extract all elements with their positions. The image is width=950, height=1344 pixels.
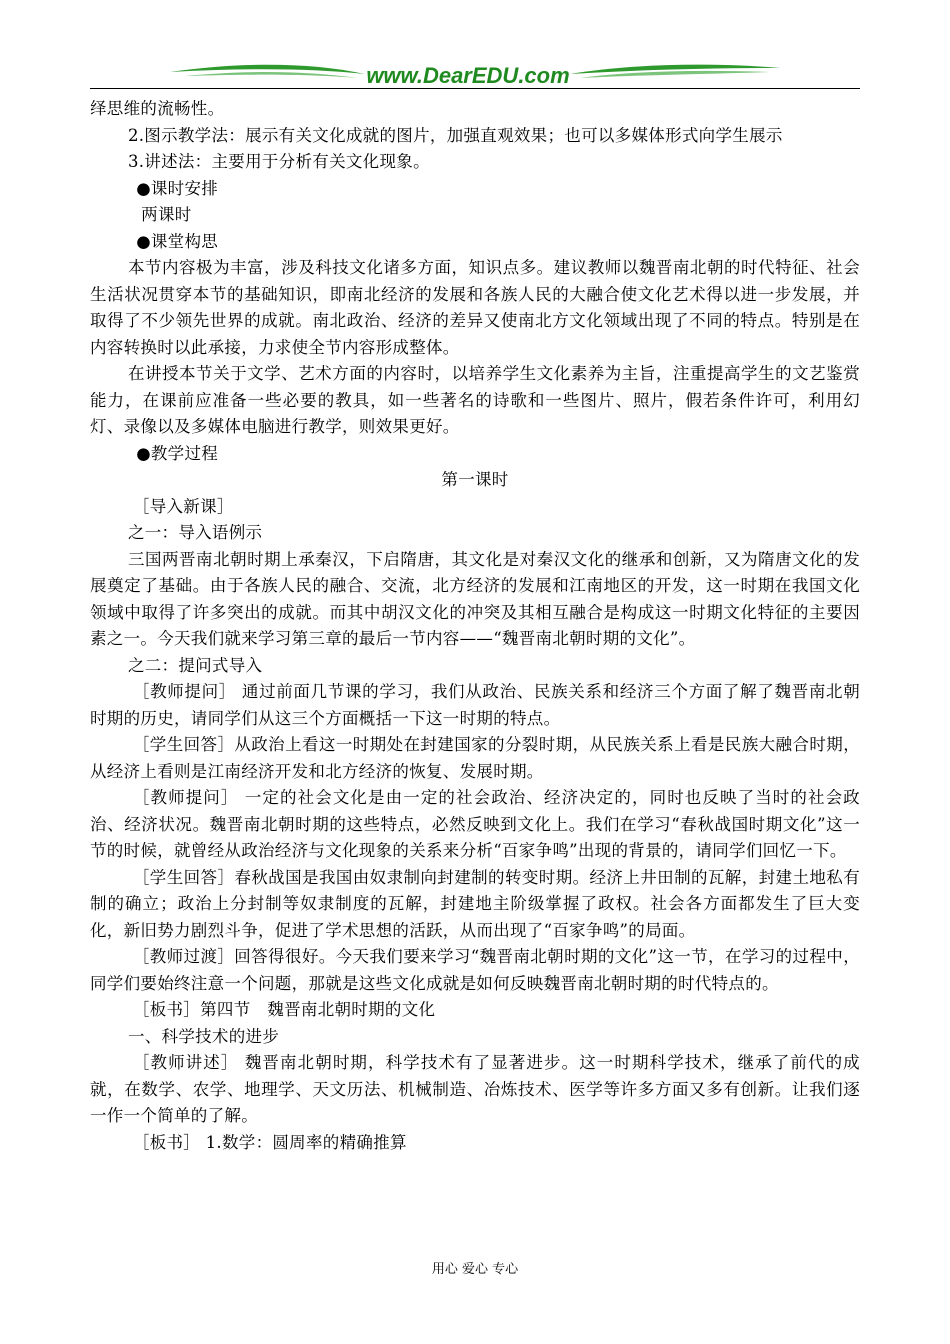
paragraph: ［学生回答］从政治上看这一时期处在封建国家的分裂时期，从民族关系上看是民族大融合时期，从经济上看则是江南经济开发和北方经济的恢复、发展时期。 xyxy=(90,735,860,781)
right-swoosh-shadow-icon xyxy=(580,71,770,78)
logo-text: www.DearEDU.com xyxy=(366,63,570,88)
paragraph: 三国两晋南北朝时期上承秦汉，下启隋唐，其文化是对秦汉文化的继承和创新，又为隋唐文化的发展奠定了基础。由于各族人民的融合、交流，北方经济的发展和江南地区的开发，这一时期在我国文化领域中取得了许多突出的成就。而其中胡汉文化的冲突及其相互融合是构成这一时期文化特征的主要因素之一。今天我们就来学习第三章的最后一节内容——“魏晋南北朝时期的文化”。 xyxy=(90,549,860,648)
page-header xyxy=(90,58,860,90)
document-body xyxy=(90,96,860,1156)
paragraph: ［教师讲述］ 魏晋南北朝时期，科学技术有了显著进步。这一时期科学技术，继承了前代的成就，在数学、农学、地理学、天文历法、机械制造、冶炼技术、医学等许多方面又多有创新。让我们逐一作一个简单的了解。 xyxy=(90,1053,860,1125)
paragraph: 在讲授本节关于文学、艺术方面的内容时，以培养学生文化素养为主旨，注重提高学生的文艺鉴赏能力，在课前应准备一些必要的教具，如一些著名的诗歌和一些图片、照片，假若条件许可，利用幻灯、录像以及多媒体电脑进行教学，则效果更好。 xyxy=(90,364,860,436)
left-swoosh-shadow-icon xyxy=(185,72,358,78)
header-rule xyxy=(90,88,860,89)
paragraph: ［教师过渡］回答得很好。今天我们要来学习“魏晋南北朝时期的文化”这一节，在学习的过程中，同学们要始终注意一个问题，那就是这些文化成就是如何反映魏晋南北朝时期的时代特点的。 xyxy=(90,947,860,993)
dearedu-logo xyxy=(90,58,860,90)
paragraph: 3.讲述法：主要用于分析有关文化现象。 xyxy=(127,152,430,171)
paragraph: 2.图示教学法：展示有关文化成就的图片，加强直观效果；也可以多媒体形式向学生展示 xyxy=(127,125,783,145)
paragraph: ［导入新课］ xyxy=(132,496,234,516)
lesson-title: 第一课时 xyxy=(441,470,509,489)
paragraph: 两课时 xyxy=(141,205,192,224)
paragraph: ［板书］第四节 魏晋南北朝时期的文化 xyxy=(132,1000,436,1019)
paragraph: ［学生回答］春秋战国是我国由奴隶制向封建制的转变时期。经济上井田制的瓦解，封建土地私有制的确立；政治上分封制等奴隶制度的瓦解，封建地主阶级掌握了政权。社会各方面都发生了巨大变化，新旧势力剧烈斗争，促进了学术思想的活跃，从而出现了“百家争鸣”的局面。 xyxy=(90,867,860,940)
paragraph: 之二：提问式导入 xyxy=(127,655,263,675)
section-heading: ●课时安排 xyxy=(136,178,219,198)
paragraph: 之一：导入语例示 xyxy=(127,523,263,542)
paragraph: ［教师提问］ 通过前面几节课的学习，我们从政治、民族关系和经济三个方面了解了魏晋南北朝时期的历史，请同学们从这三个方面概括一下这一时期的特点。 xyxy=(90,682,860,728)
section-heading: ●课堂构思 xyxy=(136,231,219,251)
paragraph: 本节内容极为丰富，涉及科技文化诸多方面，知识点多。建议教师以魏晋南北朝的时代特征、社会生活状况贯穿本节的基础知识，即南北经济的发展和各族人民的大融合使文化艺术得以进一步发展，并取得了不少领先世界的成就。南北政治、经济的差异又使南北方文化领域出现了不同的特点。特别是在内容转换时以此承接，力求使全节内容形成整体。 xyxy=(90,258,860,357)
paragraph: ［教师提问］ 一定的社会文化是由一定的社会政治、经济决定的，同时也反映了当时的社会政治、经济状况。魏晋南北朝时期的这些特点，必然反映到文化上。我们在学习“春秋战国时期文化”这一节的时候，就曾经从政治经济与文化现象的关系来分析“百家争鸣”出现的背景的，请同学们回忆一下。 xyxy=(90,788,860,860)
paragraph: ［板书］ 1.数学：圆周率的精确推算 xyxy=(132,1132,407,1152)
paragraph: 绎思维的流畅性。 xyxy=(90,99,225,118)
page-footer: 用心 爱心 专心 xyxy=(431,1262,519,1277)
section-heading: ●教学过程 xyxy=(136,443,219,463)
paragraph: 一、科学技术的进步 xyxy=(127,1026,280,1046)
